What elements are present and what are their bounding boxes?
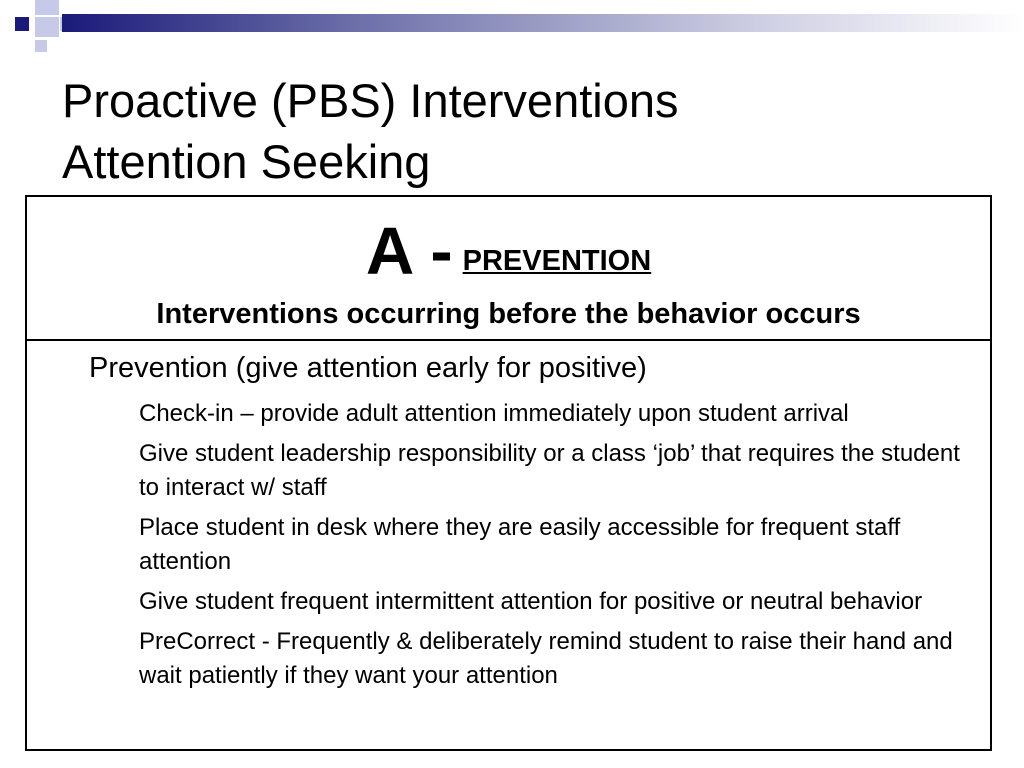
- list-item: Give student leadership responsibility or a class ‘job’ that requires the student to interact w/ staff: [139, 440, 960, 501]
- decor-square: [35, 0, 59, 15]
- bullet-list: [139, 397, 984, 699]
- box-header: [27, 197, 990, 341]
- list-item: PreCorrect - Frequently & deliberately remind student to raise their hand and wait patiently if they want your attention: [139, 628, 953, 689]
- level1-bullet: Prevention (give attention early for positive): [89, 352, 647, 384]
- title-line-2: Attention Seeking: [62, 135, 431, 188]
- decor-gradient-bar: [62, 14, 1024, 32]
- list-item: Give student frequent intermittent attention for positive or neutral behavior: [139, 588, 923, 615]
- content-box: [25, 195, 992, 751]
- decor-square: [15, 17, 29, 31]
- heading: [27, 213, 990, 293]
- subheading: Interventions occurring before the behavior occurs: [156, 298, 861, 330]
- heading-letter: A -: [365, 214, 453, 289]
- list-item: Check-in – provide adult attention immediately upon student arrival: [139, 400, 849, 427]
- heading-word: PREVENTION: [462, 245, 652, 277]
- decor-square: [35, 17, 59, 37]
- title-line-1: Proactive (PBS) Interventions: [62, 74, 679, 127]
- list-item: Place student in desk where they are easily accessible for frequent staff attention: [139, 514, 901, 575]
- slide-title: [62, 70, 962, 192]
- decor-square: [35, 40, 47, 52]
